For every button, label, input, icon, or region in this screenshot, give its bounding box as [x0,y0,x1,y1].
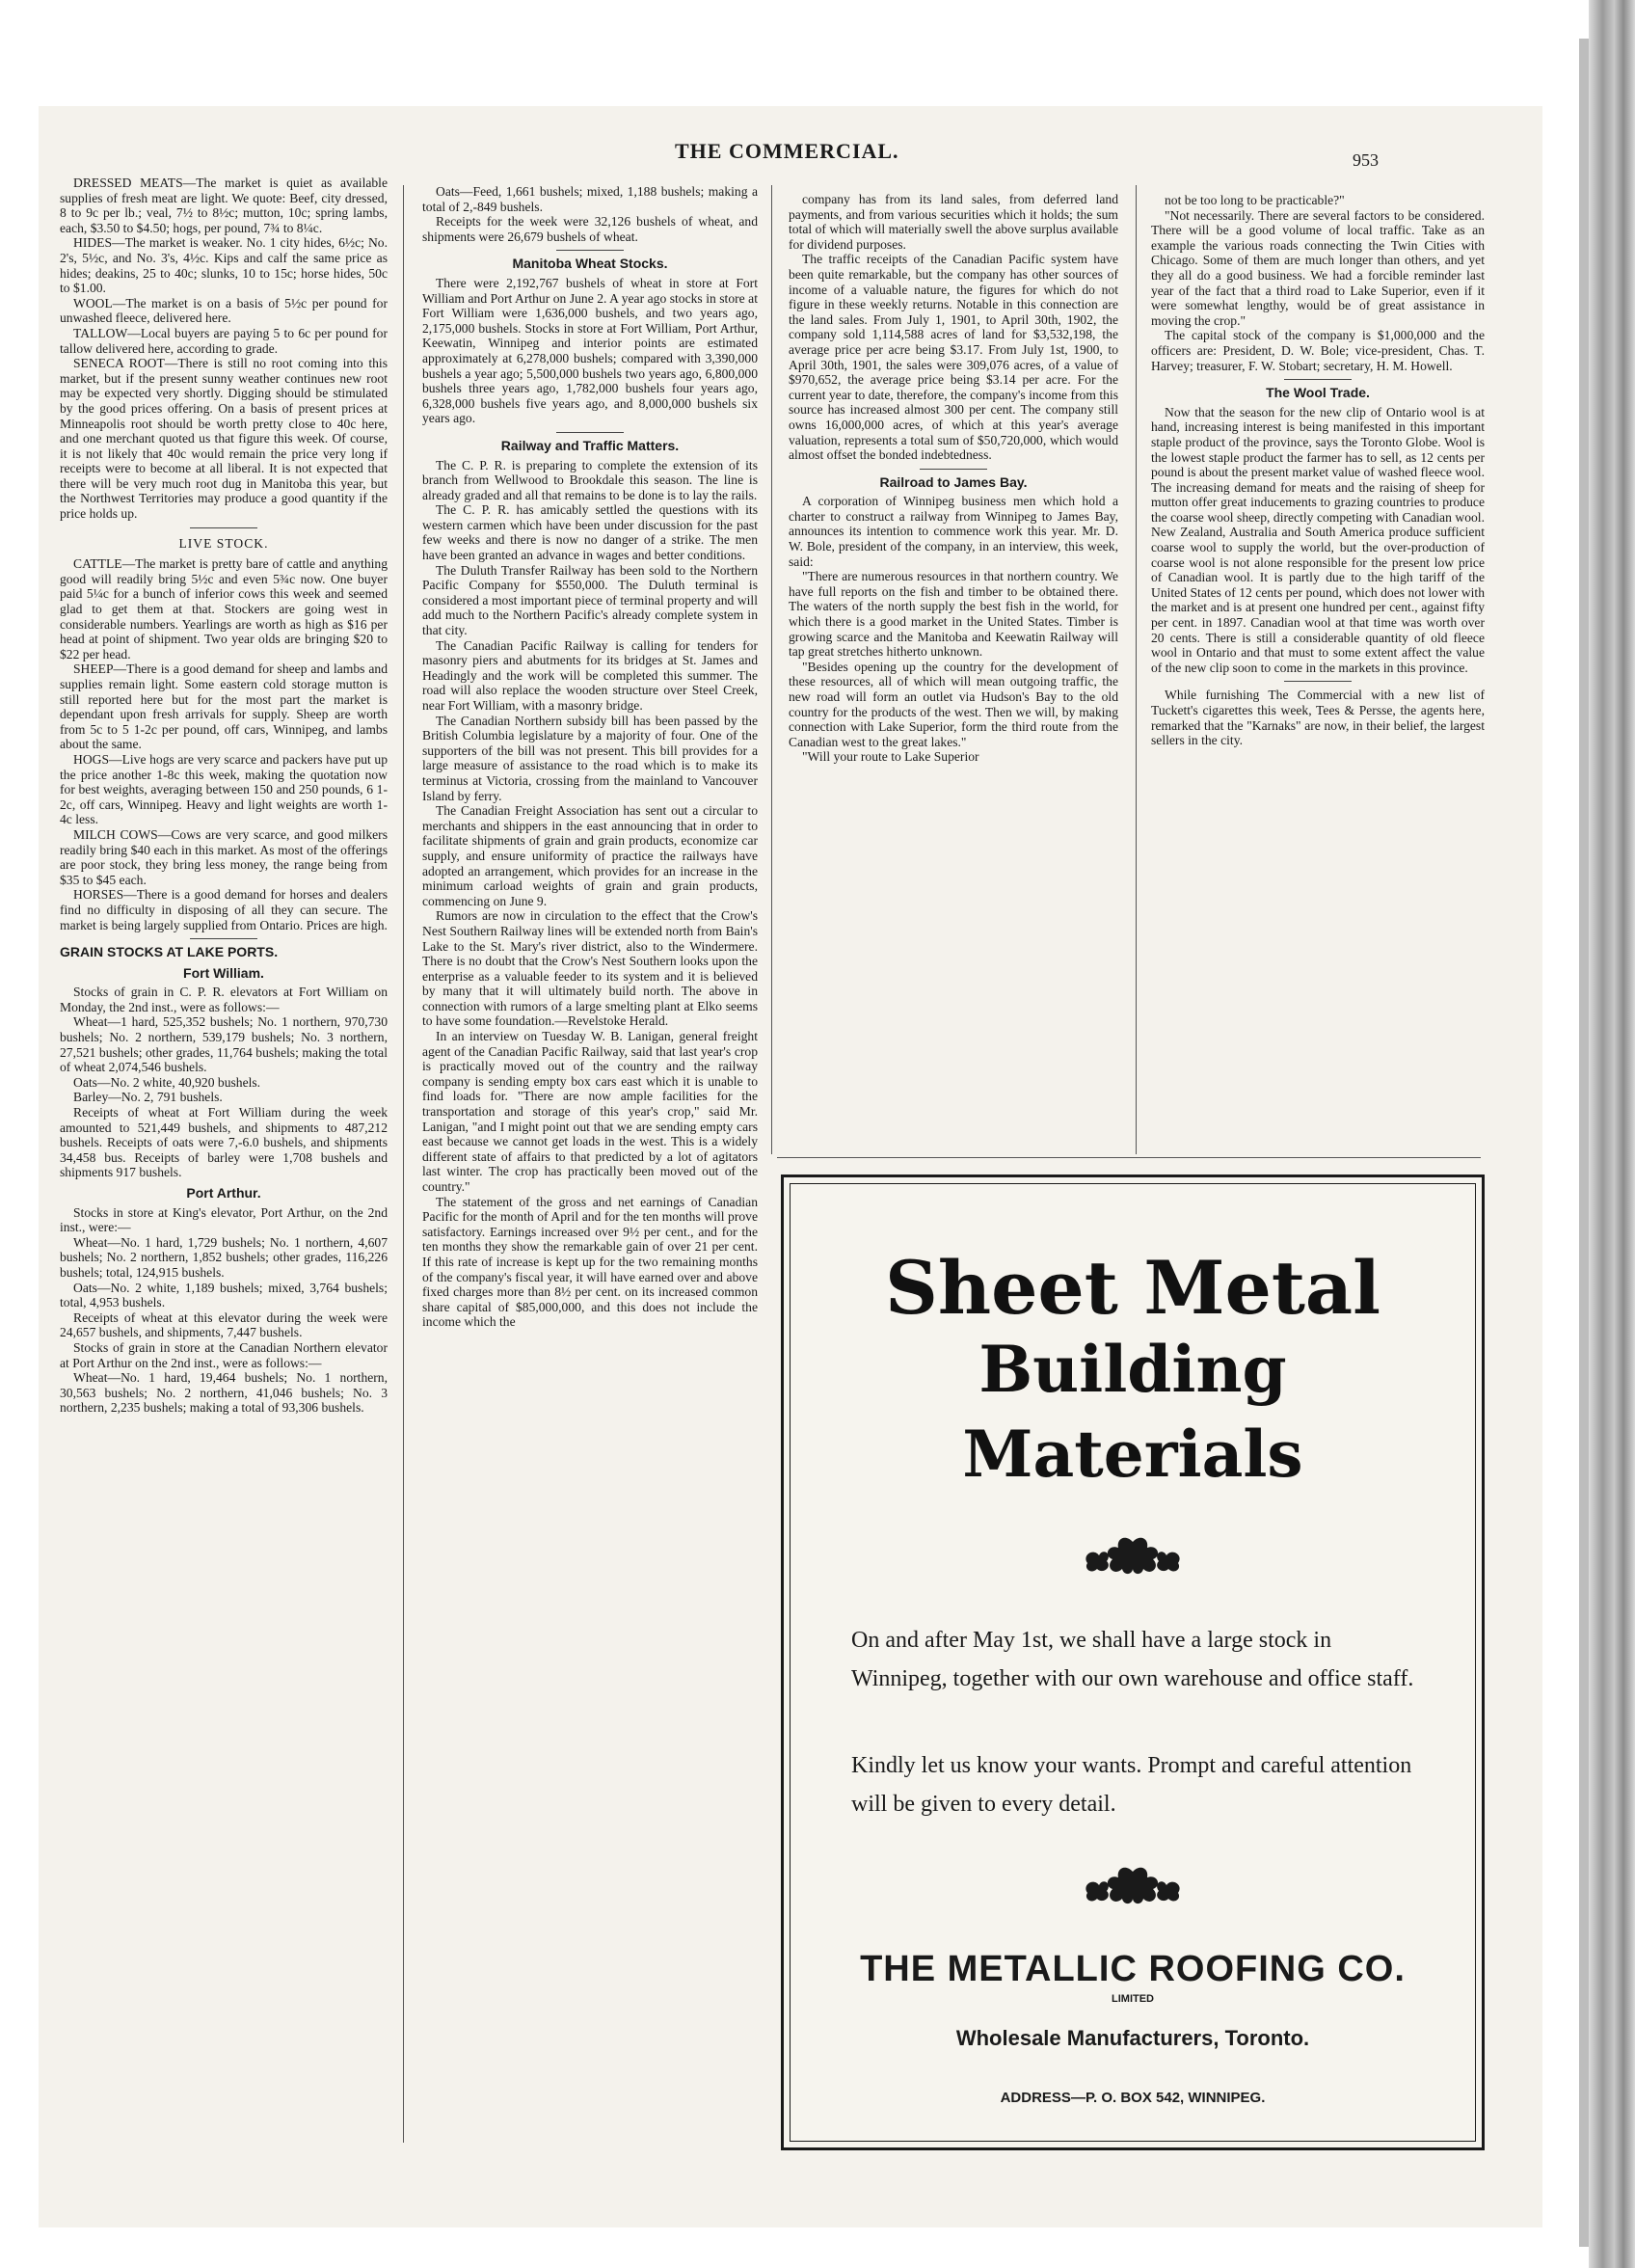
article-paragraph: Stocks of grain in C. P. R. elevators at Fort William on Monday, the 2nd inst., were as follows:— [60,985,388,1014]
masthead-title: THE COMMERCIAL. [675,139,899,163]
section-divider [1284,681,1352,682]
article-paragraph: The statement of the gross and net earnings of Canadian Pacific for the month of April and for the ten months will prove satisfactory. Earnings increased over 9½ per cent., and for the ten months they show the remarkable gain of over 21 per cent. If this rate of increase is kept up for the two remaining months of the company's fiscal year, it will have earned over and above fixed charges more than 8½ per cent. on its increased common share capital of $85,000,000, and this does not include the income which the [422,1194,758,1330]
article-paragraph: company has from its land sales, from deferred land payments, and from various securities which it holds; the sum total of which will materially swell the above surplus available for dividend purposes. [789,192,1118,252]
article-paragraph: The Canadian Freight Association has sent out a circular to merchants and shippers in the east announcing that in order to facilitate shipments of grain and grain products, economize car supply, and ensure uniformity of practice the railways have adopted an arrangement, which provides for an increase in the minimum carload weights of grain and grain products, commencing on June 9. [422,803,758,908]
article-paragraph: The Canadian Pacific Railway is calling for tenders for masonry piers and abutments for its bridges at St. James and Headingly and the work will be completed this summer. The road will also replace the wooden structure over Steel Creek, near Fort William, with a masonry bridge. [422,637,758,713]
article-paragraph: "Will your route to Lake Superior [802,749,979,765]
article-paragraph: Wheat—1 hard, 525,352 bushels; No. 1 northern, 970,730 bushels; No. 2 northern, 539,179 bushels; No. 3 northern, 27,521 bushels; other grades, 11,764 bushels; making the total of wheat 2,074,546 bushels. [60,1014,388,1075]
section-divider [1284,379,1352,380]
article-paragraph: WOOL—The market is on a basis of 5½c per pound for unwashed fleece, delivered here. [60,295,388,326]
article-paragraph: SENECA ROOT—There is still no root coming into this market, but if the present sunny weather continues new root may be expected very shortly. Digging should be stimulated by the good prices offering. On a basis of present prices at Minneapolis root should be worth pretty close to 40c here, and one merchant quoted us that figure this week. Of course, it is not likely that 40c would remain the price very long if receipts were to become at all liberal. It is not expected that there will be very much root dug in Manitoba this year, but the Northwest Territories may produce a good quantity if the price holds up. [60,356,388,522]
column-4 [1151,193,1485,748]
article-paragraph: Barley—No. 2, 791 bushels. [73,1090,223,1105]
section-divider [190,527,257,528]
ad-top-rule [777,1157,1481,1158]
column-rule-2 [771,185,772,1154]
section-divider [556,250,624,251]
article-paragraph: TALLOW—Local buyers are paying 5 to 6c per pound for tallow delivered here, according to grade. [60,325,388,356]
column-3 [789,192,1118,765]
column-1 [60,176,388,1416]
section-divider [556,432,624,433]
article-paragraph: "Besides opening up the country for the development of these resources, all of which will mean outgoing traffic, the new road will form an outlet via Hudson's Bay to the old country for the products of the west. Then we will, by making connection with Lake Superior, form the third route from the Canadian west to the great lakes." [789,659,1118,749]
article-paragraph: CATTLE—The market is pretty bare of cattle and anything good will readily bring 5½c and even 5¾c now. One buyer paid 5¼c for a bunch of inferior cows this week and seemed glad to get them at that. Stockers are going west in considerable numbers. Yearlings are worth as high as $16 per head at point of shipment. Two year olds are bringing $20 to $22 per head. [60,556,388,662]
article-paragraph: While furnishing The Commercial with a new list of Tuckett's cigarettes this week, Tees & Persse, the agents here, remarked that the "Karnaks" are now, in their belief, the largest sellers in the city. [1151,688,1485,748]
page-edge [1589,0,1635,2268]
page-header [0,135,1635,174]
section-heading-manitoba-wheat: Manitoba Wheat Stocks. [512,256,668,272]
column-rule-1 [403,185,404,2143]
article-paragraph: "Not necessarily. There are several factors to be considered. There will be a good volume of local traffic. Take as an example the various roads connecting the Twin Cities with Chicago. Some of them are much longer than others, and yet they all do a good business. We had a forcible reminder last year of the fact that a third road to Lake Superior, even if it were somewhat lengthy, would be of great assistance in moving the crop." [1151,207,1485,328]
article-paragraph: Receipts of wheat at Fort William during the week amounted to 521,449 bushels, and shipments to 487,212 bushels. Receipts of oats were 7,-6.0 bushels, and shipments 34,458 bus. Receipts of barley were 1,708 bushels and shipments 917 bushels. [60,1105,388,1180]
article-paragraph: HOGS—Live hogs are very scarce and packers have put up the price another 1-8c this week, making the quotation now for best weights, averaging between 150 and 250 pounds, 6 1-2c, off cars, Winnipeg. Heavy and light weights are worth 1-4c less. [60,751,388,827]
ad-headline-3: Materials [962,1417,1303,1492]
ad-headline-1: Sheet Metal [884,1245,1381,1331]
article-paragraph: not be too long to be practicable?" [1165,193,1345,207]
ad-address: ADDRESS—P. O. BOX 542, WINNIPEG. [1000,2090,1266,2106]
article-paragraph: Stocks of grain in store at the Canadian Northern elevator at Port Arthur on the 2nd inst., were as follows:— [60,1339,388,1370]
article-paragraph: HORSES—There is a good demand for horses and dealers find no difficulty in disposing of all they can secure. The market is being largely supplied from Ontario. Prices are high. [60,887,388,932]
article-paragraph: A corporation of Winnipeg business men which hold a charter to construct a railway from Winnipeg to James Bay, announces its intention to commence work this year. Mr. D. W. Bole, president of the company, in an interview, this week, said: [789,494,1118,569]
section-divider [920,469,987,470]
ad-headline-2: Building [978,1332,1287,1407]
section-divider [190,938,257,939]
article-paragraph: The Duluth Transfer Railway has been sold to the Northern Pacific Company for $550,000. The Duluth terminal is considered a most important piece of terminal property and will add much to the Northern Pacific's already complete system in that city. [422,562,758,638]
subheading-port-arthur: Port Arthur. [186,1185,261,1201]
article-paragraph: "There are numerous resources in that northern country. We have full reports on the fish and timber to be obtained there. The waters of the north supply the best fish in the world, for which there is a good market in the United States. Timber is growing scarce and the Manitoba and Keewatin Railway will tap great stretches hitherto unknown. [789,569,1118,660]
section-heading-live-stock: LIVE STOCK. [178,535,269,551]
article-paragraph: Now that the season for the new clip of Ontario wool is at hand, increasing interest is being manifested in this important staple product of the province, says the Toronto Globe. Wool is the lowest staple product the farmer has to sell, as 12 cents per pound is about the present market value of washed fleece wool. The increasing demand for meats and the raising of sheep for mutton offer great inducements to grazing countries to produce the coarse wool sheep, directly competing with Canadian wool. New Zealand, Australia and South America produce sufficient coarse wool to supply the world, but the over-production of coarse wool is not alone responsible for the present low price of Canadian wool. It is partly due to the high tariff of the United States of 12 cents per pound, which does not lower with the market and is at present one hundred per cent., against fifty per cent. in 1897. Canadian wool at that time was worth over 20 cents. There is still a considerable quantity of old fleece wool in Ontario and that must to some extent affect the value of the new clip soon to come in the markets in this province. [1151,404,1485,675]
article-paragraph: The C. P. R. is preparing to complete the extension of its branch from Wellwood to Brookdale this season. The line is already graded and all that remains to be done is to lay the rails. [422,457,758,502]
article-paragraph: Rumors are now in circulation to the effect that the Crow's Nest Southern Railway lines will be extended north from Bain's Lake to the St. Mary's river district, also to the Windermere. There is no doubt that the Crow's Nest Southern looks upon the enterprise as a valuable feeder to its system and it is believed by many that it will ultimately build north. The above in connection with rumors of a large smelting plant at Elko seems to have some foundation.—Revelstoke Herald. [422,908,758,1029]
ornament-icon [1080,1864,1186,1912]
ad-company-name: THE METALLIC ROOFING CO. [860,1949,1406,1989]
article-paragraph: HIDES—The market is weaker. No. 1 city hides, 6½c; No. 2's, 5½c, and No. 3's, 4½c. Kips and calf the same price as hides; deakins, 25 to 40c; slunks, 10 to 15c; horse hides, 50c to $1.00. [60,235,388,296]
article-paragraph: MILCH COWS—Cows are very scarce, and good milkers readily bring $40 each in this market. As most of the offerings are poor stock, they bring less money, the range being from $35 to $45 each. [60,826,388,887]
article-paragraph: The C. P. R. has amicably settled the questions with its western carmen which have been under discussion for the past few weeks and there is now no danger of a strike. The men have been granted an advance in wages and better conditions. [422,502,758,563]
column-rule-3 [1136,185,1137,1154]
article-paragraph: The traffic receipts of the Canadian Pacific system have been quite remarkable, but the company has other sources of income of a valuable nature, the figures for which do not figure in these weekly returns. Notable in this connection are the land sales. From July 1, 1901, to April 30th, 1902, the company sold 1,114,588 acres of land for $3,532,198, the average price per acre being $3.17. From July 1st, 1900, to April 30th, 1901, the sales were 309,076 acres, of a value of $970,652, the average price being $3.14 per acre. For the current year to date, therefore, the company's income from this source has increased almost 300 per cent. The company still owns 16,000,000 acres, of which at this year's average valuation, represents a total sum of $50,720,000, which would almost offset the bonded indebtedness. [789,252,1118,463]
binding-shadow [1579,39,1589,2247]
ornament-icon [1080,1534,1186,1582]
article-paragraph: There were 2,192,767 bushels of wheat in store at Fort William and Port Arthur on June 2. A year ago stocks in store at Fort William were 1,636,000 bushels, and two years ago, 2,175,000 bushels. Stocks in store at Fort William, Port Arthur, Keewatin, Winnipeg and interior points are estimated approximately at 6,278,000 bushels; compared with 3,390,000 bushels a year ago; 5,500,000 bushels two years ago, 6,800,000 bushels three years ago, 1,782,000 bushels four years ago, 6,328,000 bushels five years ago, and 8,000,000 bushels six years ago. [422,275,758,426]
article-paragraph: Wheat—No. 1 hard, 19,464 bushels; No. 1 northern, 30,563 bushels; No. 2 northern, 41,046 bushels; No. 3 northern, 2,235 bushels; making a total of 93,306 bushels. [60,1370,388,1416]
section-heading-railway: Railway and Traffic Matters. [500,437,680,453]
ad-limited: LIMITED [1112,1993,1154,2005]
article-paragraph: In an interview on Tuesday W. B. Lanigan, general freight agent of the Canadian Pacific Railway, said that last year's crop is practically moved out of the country and the railway company is sending empty box cars east which it is unable to find loads for. "There are now ample facilities for the transportation and storage of this year's crop," said Mr. Lanigan, "and I might point out that we are sending empty cars east because we cannot get loads in the west. This is a widely different state of affairs to that predicted by a lot of agitators last winter. The crop has practically been moved out of the country." [422,1029,758,1194]
section-heading-grain-stocks: GRAIN STOCKS AT LAKE PORTS. [60,944,279,960]
article-paragraph: Wheat—No. 1 hard, 1,729 bushels; No. 1 northern, 4,607 bushels; No. 2 northern, 1,852 bushels; other grades, 116,226 bushels; total, 124,915 bushels. [60,1234,388,1280]
article-paragraph: Receipts of wheat at this elevator during the week were 24,657 bushels, and shipments, 7,447 bushels. [60,1310,388,1340]
article-paragraph: Stocks in store at King's elevator, Port Arthur, on the 2nd inst., were:— [60,1204,388,1235]
article-paragraph: Oats—Feed, 1,661 bushels; mixed, 1,188 bushels; making a total of 2,-849 bushels. [422,184,758,214]
subheading-fort-william: Fort William. [183,964,264,981]
article-paragraph: The capital stock of the company is $1,000,000 and the officers are: President, D. W. Bole; vice-president, Chas. T. Harvey; treasurer, F. W. Stobart; secretary, H. M. Howell. [1151,328,1485,373]
article-paragraph: Receipts for the week were 32,126 bushels of wheat, and shipments were 26,679 bushels of wheat. [422,214,758,244]
ad-wholesale: Wholesale Manufacturers, Toronto. [955,2026,1310,2050]
advertisement-box [781,1174,1485,2150]
section-heading-wool-trade: The Wool Trade. [1266,385,1370,401]
ad-body-2: Kindly let us know your wants. Prompt and careful attention will be given to every detail. [851,1753,1412,1817]
page-number: 953 [1353,150,1379,170]
article-paragraph: Oats—No. 2 white, 1,189 bushels; mixed, 3,764 bushels; total, 4,953 bushels. [60,1280,388,1310]
column-2 [422,184,758,1330]
article-paragraph: The Canadian Northern subsidy bill has been passed by the British Columbia legislature by a majority of four. One of the supporters of the bill was not present. This bill provides for a large measure of assistance to the road which is to make its terminus at Victoria, crossing from the mainland to Vancouver Island by ferry. [422,713,758,803]
article-paragraph: SHEEP—There is a good demand for sheep and lambs and supplies remain light. Some eastern cold storage mutton is still reported here but for the most part the market is dependant upon fresh arrivals for supply. Sheep are worth from 5c to 5 1-2c per pound, off cars, Winnipeg, and lambs about the same. [60,662,388,752]
article-paragraph: DRESSED MEATS—The market is quiet as available supplies of fresh meat are light. We quote: Beef, city dressed, 8 to 9c per lb.; veal, 7½ to 8½c; mutton, 10c; spring lambs, each, $3.50 to $4.50; hogs, per pound, 7¾ to 8¼c. [60,176,388,235]
article-paragraph: Oats—No. 2 white, 40,920 bushels. [73,1074,261,1090]
section-heading-james-bay: Railroad to James Bay. [879,473,1028,490]
ad-body-1: On and after May 1st, we shall have a large stock in Winnipeg, together with our own warehouse and office staff. [851,1628,1414,1691]
